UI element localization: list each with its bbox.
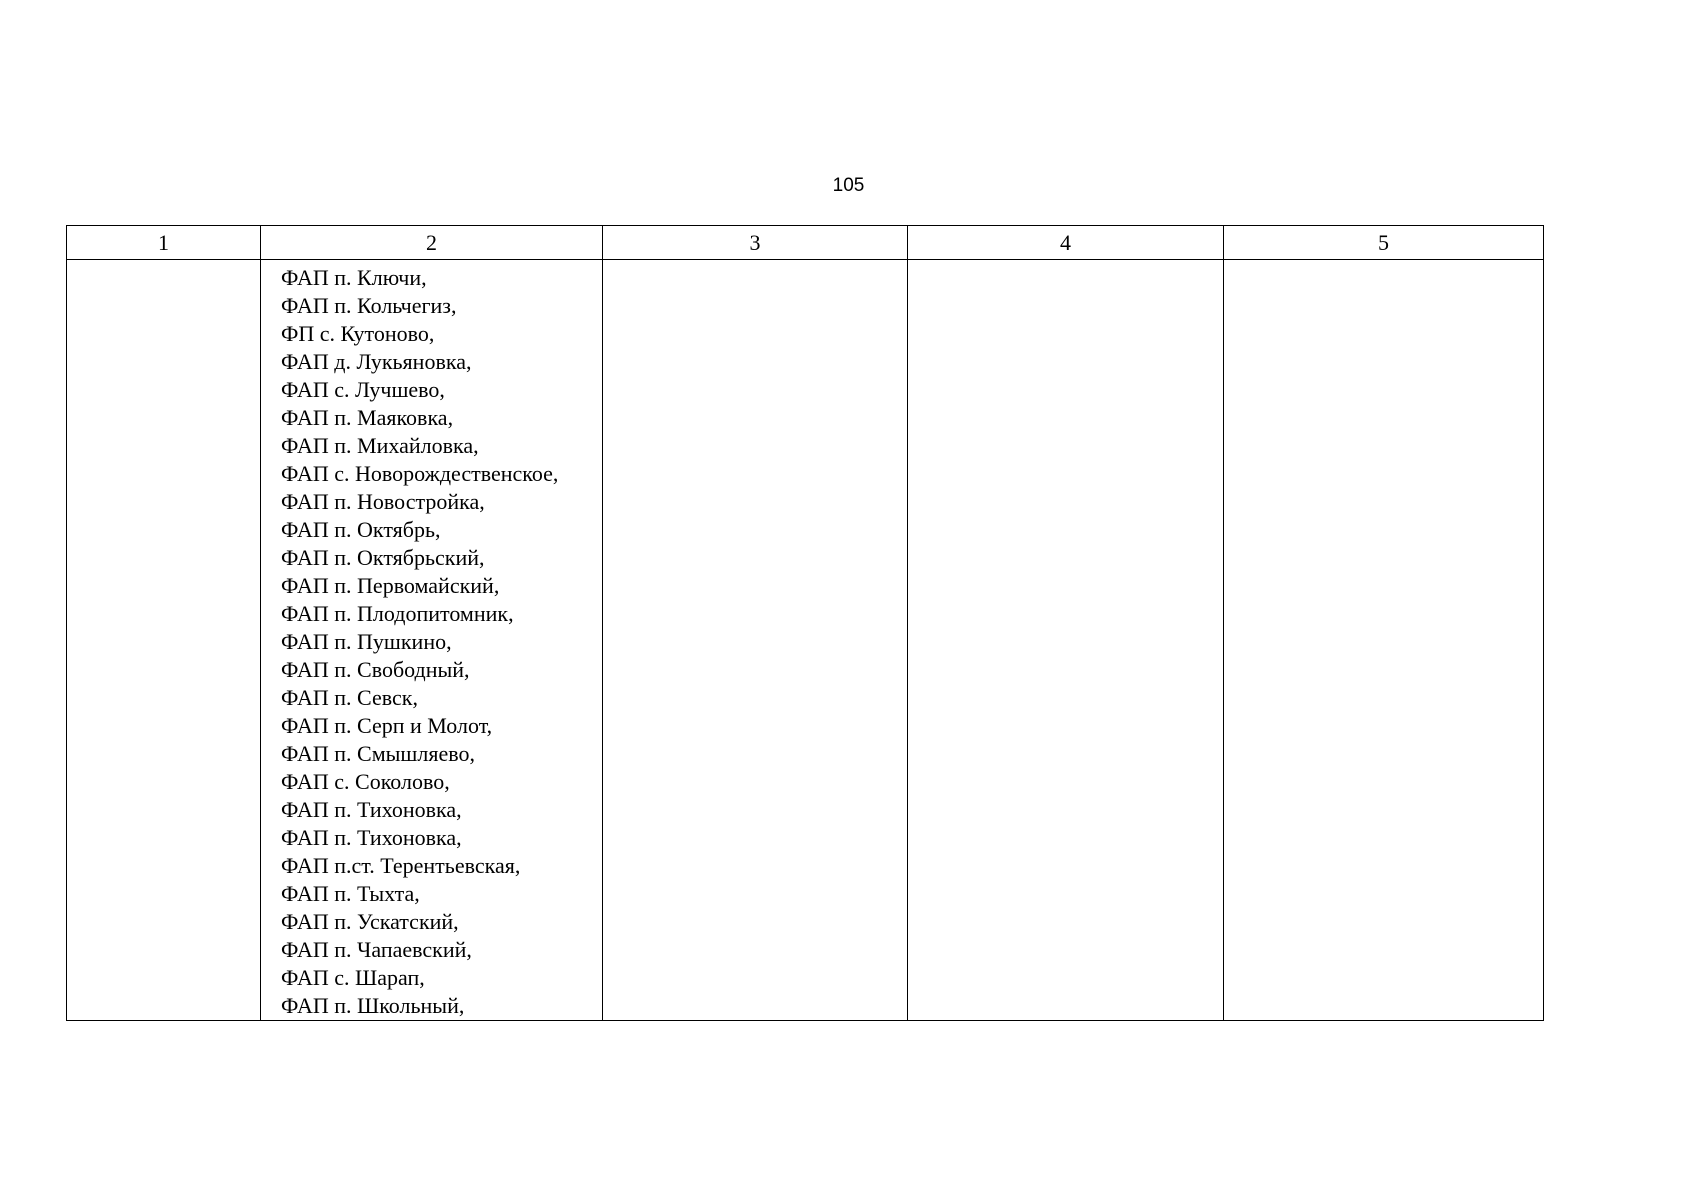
column-header-4: 4 (908, 226, 1224, 260)
page-number: 105 (832, 175, 865, 196)
list-item: ФАП п. Маяковка, (281, 405, 454, 430)
list-item: ФАП с. Соколово, (281, 769, 450, 794)
list-item: ФАП п. Чапаевский, (281, 937, 472, 962)
list-item: ФАП д. Лукьяновка, (281, 349, 472, 374)
cell-col-4 (908, 260, 1224, 1021)
list-item: ФАП п. Ключи, (281, 265, 427, 290)
facilities-table (66, 225, 1544, 1021)
list-item: ФАП с. Шарап, (281, 965, 425, 990)
list-item: ФАП п. Пушкино, (281, 629, 452, 654)
list-item: ФАП п. Плодопитомник, (281, 601, 514, 626)
column-header-3: 3 (603, 226, 908, 260)
table-row (67, 260, 1544, 1021)
cell-col-3 (603, 260, 908, 1021)
list-item: ФАП п. Севск, (281, 685, 418, 710)
cell-col-5 (1224, 260, 1544, 1021)
list-item: ФАП п. Смышляево, (281, 741, 475, 766)
list-item: ФАП п. Первомайский, (281, 573, 500, 598)
facility-list (281, 264, 598, 1020)
list-item: ФАП п. Ускатский, (281, 909, 459, 934)
list-item: ФАП п. Школьный, (281, 993, 465, 1018)
list-item: ФАП п.ст. Терентьевская, (281, 853, 521, 878)
column-header-5: 5 (1224, 226, 1544, 260)
list-item: ФАП п. Серп и Молот, (281, 713, 493, 738)
column-header-1: 1 (67, 226, 261, 260)
list-item: ФАП п. Свободный, (281, 657, 470, 682)
list-item: ФП с. Кутоново, (281, 321, 435, 346)
list-item: ФАП п. Михайловка, (281, 433, 479, 458)
cell-col-2 (261, 260, 603, 1021)
list-item: ФАП с. Лучшево, (281, 377, 445, 402)
column-number-header-row (67, 226, 1544, 260)
cell-col-1 (67, 260, 261, 1021)
list-item: ФАП п. Октябрьский, (281, 545, 485, 570)
list-item: ФАП п. Кольчегиз, (281, 293, 457, 318)
list-item: ФАП п. Тихоновка, (281, 825, 462, 850)
list-item: ФАП с. Новорождественское, (281, 461, 559, 486)
list-item: ФАП п. Новостройка, (281, 489, 485, 514)
list-item: ФАП п. Тихоновка, (281, 797, 462, 822)
list-item: ФАП п. Тыхта, (281, 881, 420, 906)
column-header-2: 2 (261, 226, 603, 260)
list-item: ФАП п. Октябрь, (281, 517, 441, 542)
